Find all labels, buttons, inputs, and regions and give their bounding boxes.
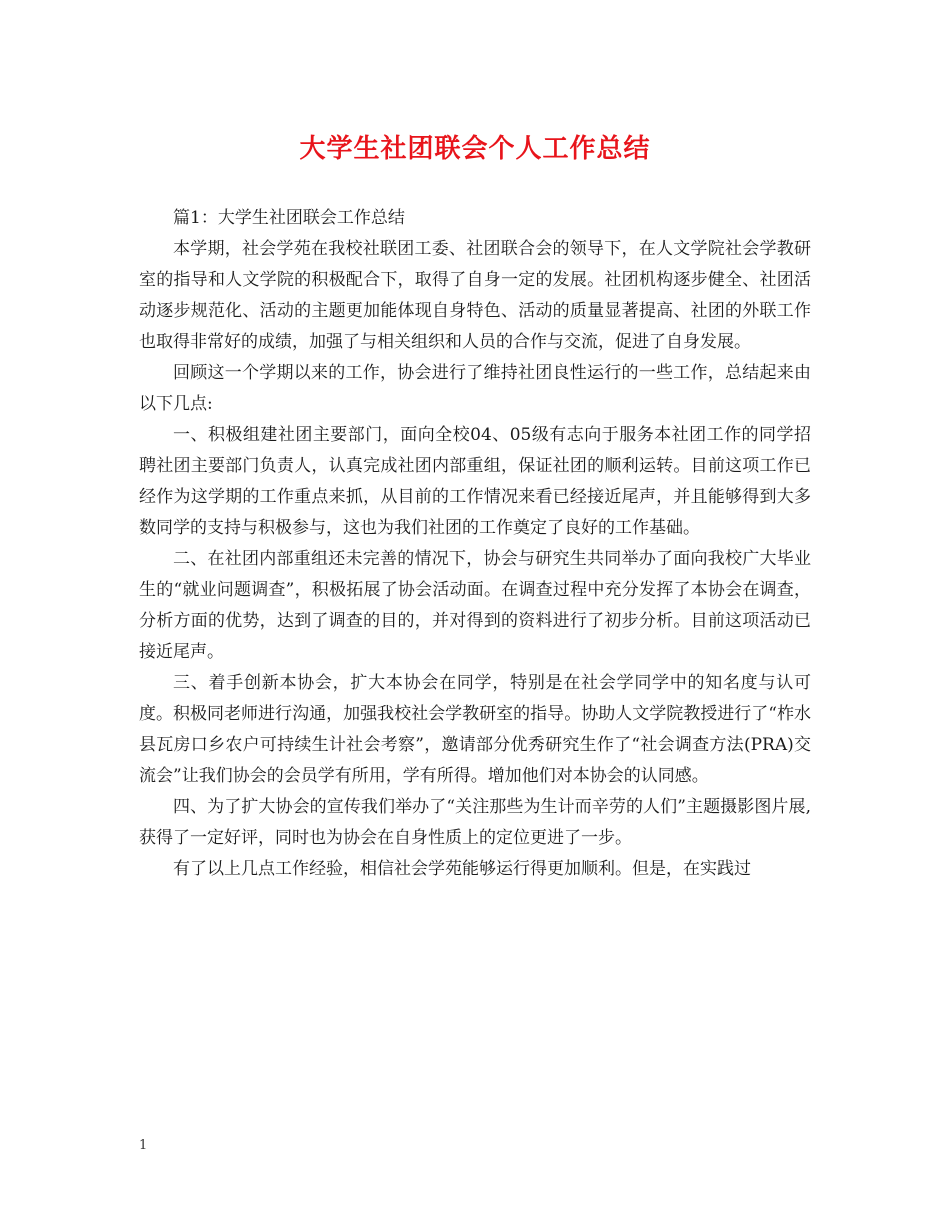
paragraph: 四、为了扩大协会的宣传我们举办了“关注那些为生计而辛劳的人们”主题摄影图片展,获得了一定好评，同时也为协会在自身性质上的定位更进了一步。 [139,797,811,848]
paragraph: 一、积极组建社团主要部门，面向全校04、05级有志向于服务本社团工作的同学招聘社团主要部门负责人，认真完成社团内部重组，保证社团的顺利运转。目前这项工作已经作为这学期的工作重点来抓，从目前的工作情况来看已经接近尾声，并且能够得到大多数同学的支持与积极参与，这也为我们社团的工作奠定了良好的工作基础。 [139,425,811,538]
paragraph: 回顾这一个学期以来的工作，协会进行了维持社团良性运行的一些工作，总结起来由以下几点: [139,363,811,414]
document-title: 大学生社团联会个人工作总结 [299,134,651,164]
paragraph: 二、在社团内部重组还未完善的情况下，协会与研究生共同举办了面向我校广大毕业生的“就业问题调查”，积极拓展了协会活动面。在调查过程中充分发挥了本协会在调查，分析方面的优势，达到了调查的目的，并对得到的资料进行了初步分析。目前这项活动已接近尾声。 [139,549,811,662]
page-number: 1 [139,1138,148,1153]
paragraph: 本学期，社会学苑在我校社联团工委、社团联合会的领导下，在人文学院社会学教研室的指导和人文学院的积极配合下，取得了自身一定的发展。社团机构逐步健全、社团活动逐步规范化、活动的主题更加能体现自身特色、活动的质量显著提高、社团的外联工作也取得非常好的成绩，加强了与相关组织和人员的合作与交流，促进了自身发展。 [139,239,811,352]
section-heading: 篇1：大学生社团联会工作总结 [173,208,405,228]
paragraph: 有了以上几点工作经验，相信社会学苑能够运行得更加顺利。但是，在实践过 [173,859,751,879]
document-body [139,203,811,885]
paragraph: 三、着手创新本协会，扩大本协会在同学，特别是在社会学同学中的知名度与认可度。积极同老师进行沟通，加强我校社会学教研室的指导。协助人文学院教授进行了“柞水县瓦房口乡农户可持续生计社会考察”，邀请部分优秀研究生作了“社会调查方法(PRA)交流会”让我们协会的会员学有所用，学有所得。增加他们对本协会的认同感。 [139,673,811,786]
